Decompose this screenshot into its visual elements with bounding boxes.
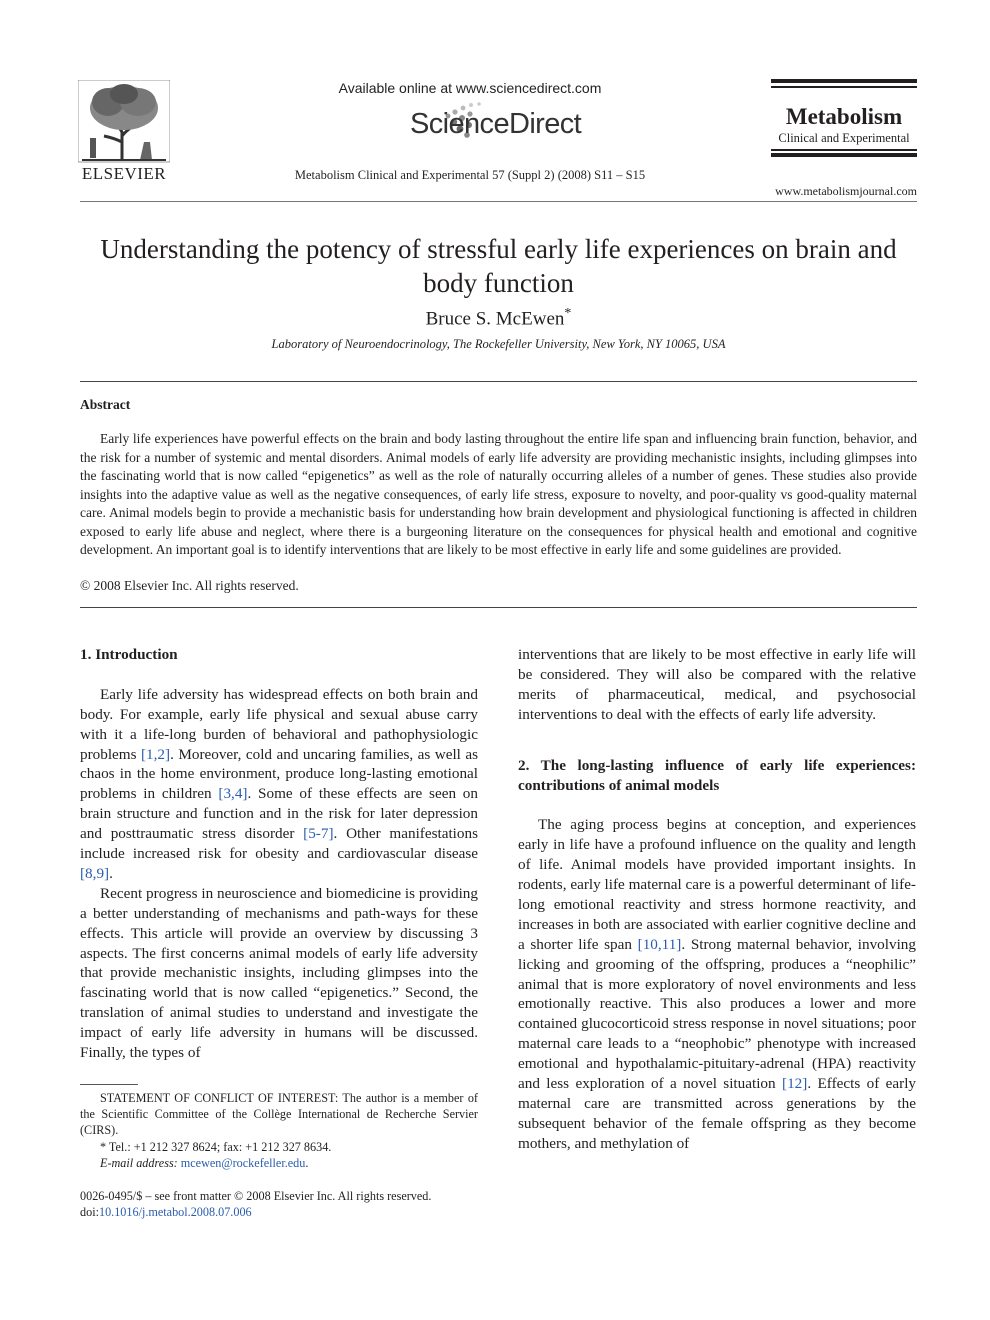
abstract-copyright: © 2008 Elsevier Inc. All rights reserved. <box>80 578 299 593</box>
author-line <box>80 306 917 330</box>
intro-paragraph-1: Early life adversity has widespread effects on both brain and body. For example, early life physical and sexual abuse carry with it a life-long burden of behavioral and pathophysiologic problems [1,2]. Moreover, cold and uncaring families, as well as chaos in the home environment, produce long-lasting emotional problems in children [3,4]. Some of these effects are seen on brain structure and function and in the risk for later depression and posttraumatic stress disorder [5-7]. Other manifestations include increased risk for obesity and cardiovascular disease [8,9]. <box>80 685 479 882</box>
journal-rule <box>771 149 917 151</box>
abstract-heading: Abstract <box>80 397 131 412</box>
abstract-divider-bottom <box>80 607 917 608</box>
journal-citation: Metabolism Clinical and Experimental 57 (Suppl 2) (2008) S11 – S15 <box>294 168 646 182</box>
citation-link[interactable]: [8,9] <box>80 864 110 882</box>
available-online-text: Available online at www.sciencedirect.com <box>338 80 602 96</box>
abstract-divider-top <box>80 381 917 382</box>
author-footnote-mark[interactable]: * <box>564 306 572 321</box>
header-divider <box>80 201 917 202</box>
citation-link[interactable]: [10,11] <box>637 935 682 953</box>
journal-url[interactable]: www.metabolismjournal.com <box>775 184 917 198</box>
doi-link[interactable]: 10.1016/j.metabol.2008.07.006 <box>98 1205 252 1220</box>
sciencedirect-wordmark: ScienceDirect <box>410 108 582 140</box>
section-heading-animal-models: 2. The long-lasting influence of early life experiences: contributions of animal models <box>518 756 916 794</box>
footnote-divider <box>80 1084 138 1085</box>
citation-link[interactable]: [3,4] <box>218 785 248 803</box>
citation-link[interactable]: [5-7] <box>303 825 334 843</box>
footnotes <box>80 1090 478 1171</box>
intro-paragraph-2-start: Recent progress in neuroscience and biomedicine is providing a better understanding of mechanisms and path-ways for these effects. This article will provide an overview by discussing 3 aspects. The first concerns animal models of early life adversity that provide mechanistic insights, including glimpses into the fascinating world that is now called “epigenetics.” Second, the translation of animal studies to understand and investigate the impact of early life adversity in humans will be discussed. Finally, the types of <box>80 884 478 1062</box>
elsevier-wordmark: ELSEVIER <box>81 164 167 183</box>
journal-rule <box>771 79 917 83</box>
conflict-of-interest-note: STATEMENT OF CONFLICT OF INTEREST: The author is a member of the Scientific Committee of the Collège International de Recherche Servier (CIRS). <box>80 1091 478 1138</box>
section-heading-introduction: 1. Introduction <box>80 646 178 663</box>
journal-rule <box>771 153 917 157</box>
article-title: Understanding the potency of stressful early life experiences on brain and body function <box>100 234 897 298</box>
author-name: Bruce S. McEwen <box>425 308 565 330</box>
front-matter <box>80 1188 490 1220</box>
body-column-right <box>518 645 916 1154</box>
contact-phone-note: * Tel.: +1 212 327 8624; fax: +1 212 327 8634. <box>100 1139 332 1154</box>
abstract-text: Early life experiences have powerful effects on the brain and body lasting throughout the entire life span and influencing brain function, behavior, and the risk for a number of systemic and mental disorders. Animal models of early life adversity are providing mechanistic insights, including glimpses into the fascinating world that is now called “epigenetics” as well as the role of naturally occurring alleles of a number of genes. These studies also provide insights into the adaptive value as well as the negative consequences, of early life stress, exposure to novelty, and poor-quality vs good-quality maternal care. Animal models begin to provide a mechanistic basis for understanding how brain development and physiological functioning is affected in children exposed to early life abuse and neglect, where there is a burgeoning literature on the consequences for physical health and emotional and cognitive development. An important goal is to identify interventions that are likely to be most effective in early life and some guidelines are provided. <box>80 431 917 557</box>
contact-email-note: E-mail address: mcewen@rockefeller.edu. <box>100 1155 309 1170</box>
intro-paragraph-2-end: interventions that are likely to be most effective in early life will be considered. They will also be compared with the relative merits of pharmaceutical, medical, and psychosocial interventions to deal with the effects of early life adversity. <box>518 646 916 723</box>
author-affiliation: Laboratory of Neuroendocrinology, The Rockefeller University, New York, NY 10065, USA <box>271 337 726 351</box>
citation-link[interactable]: [1,2] <box>140 745 171 763</box>
animal-models-paragraph-1: The aging process begins at conception, and experiences early in life have a profound influence on the quality and length of life. Animal models have provided important insights. In rodents, early life maternal care is a powerful determinant of life-long emotional reactivity and stress hormone reactivity, and increases in both are associated with earlier cognitive decline and a shorter life span [10,11]. Strong maternal behavior, involving licking and grooming of the offspring, produces a “neophilic” animal that is more exploratory of novel environments and less emotionally reactive. This also produces a lower and more contained glucocorticoid stress response in novel situations; poor maternal care leads to a “neophobic” phenotype with increased emotional and hypothalamic-pituitary-adrenal (HPA) reactivity and less exploration of a novel situation [12]. Effects of early maternal care are transmitted across generations by the subsequent behavior of the female offspring as they become mothers, and methylation of <box>518 816 917 1152</box>
issn-line: 0026-0495/$ – see front matter © 2008 Elsevier Inc. All rights reserved. <box>80 1189 432 1203</box>
journal-subtitle: Clinical and Experimental <box>778 131 910 145</box>
citation-link[interactable]: [12] <box>782 1075 808 1093</box>
email-link[interactable]: mcewen@rockefeller.edu <box>180 1155 306 1170</box>
doi-line: doi:10.1016/j.metabol.2008.07.006 <box>80 1205 252 1220</box>
journal-rule <box>771 86 917 88</box>
journal-name: Metabolism <box>785 104 903 129</box>
body-column-left <box>80 645 478 1063</box>
